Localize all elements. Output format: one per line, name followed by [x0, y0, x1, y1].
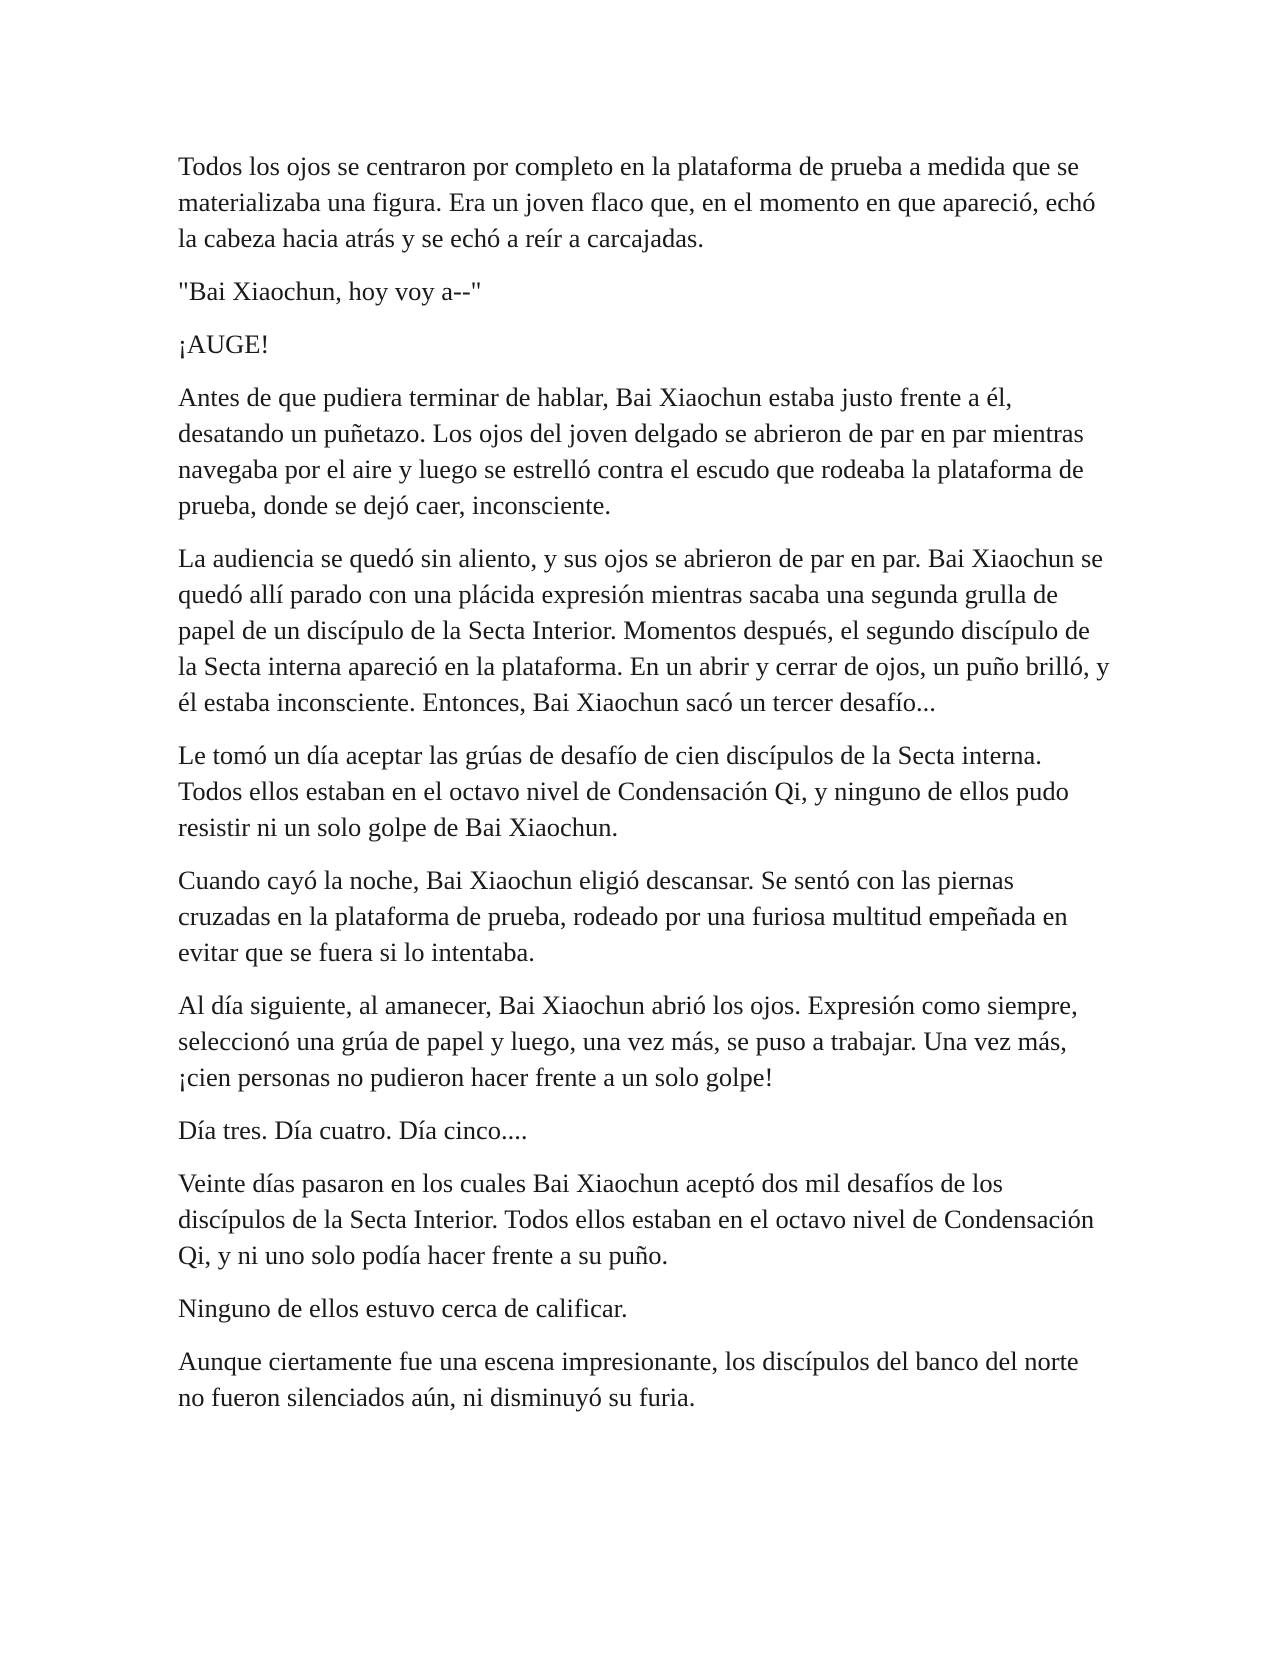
paragraph: Ninguno de ellos estuvo cerca de calificar. — [178, 1293, 628, 1323]
paragraph: Antes de que pudiera terminar de hablar, Bai Xiaochun estaba justo frente a él, desatando un puñetazo. Los ojos del joven delgado se abrieron de par en par mientras navegaba por el aire y luego se estrelló contra el escudo que rodeaba la plataforma de prueba, donde se dejó caer, inconsciente. — [178, 382, 1084, 520]
paragraph: Día tres. Día cuatro. Día cinco.... — [178, 1115, 528, 1145]
paragraph: Aunque ciertamente fue una escena impresionante, los discípulos del banco del norte no fueron silenciados aún, ni disminuyó su furia. — [178, 1346, 1079, 1412]
paragraph: Veinte días pasaron en los cuales Bai Xiaochun aceptó dos mil desafíos de los discípulos de la Secta Interior. Todos ellos estaban en el octavo nivel de Condensación Qi, y ni uno solo podía hacer frente a su puño. — [178, 1168, 1095, 1270]
paragraph: La audiencia se quedó sin aliento, y sus ojos se abrieron de par en par. Bai Xiaochun se quedó allí parado con una plácida expresión mientras sacaba una segunda grulla de papel de un discípulo de la Secta Interior. Momentos después, el segundo discípulo de la Secta interna apareció en la plataforma. En un abrir y cerrar de ojos, un puño brilló, y él estaba inconsciente. Entonces, Bai Xiaochun sacó un tercer desafío... — [178, 543, 1110, 717]
paragraph: Al día siguiente, al amanecer, Bai Xiaochun abrió los ojos. Expresión como siempre, seleccionó una grúa de papel y luego, una vez más, se puso a trabajar. Una vez más, ¡cien personas no pudieron hacer frente a un solo golpe! — [178, 990, 1078, 1092]
paragraph: Todos los ojos se centraron por completo en la plataforma de prueba a medida que se materializaba una figura. Era un joven flaco que, en el momento en que apareció, echó la cabeza hacia atrás y se echó a reír a carcajadas. — [178, 151, 1096, 253]
document-body — [178, 148, 1110, 1432]
paragraph: Cuando cayó la noche, Bai Xiaochun eligió descansar. Se sentó con las piernas cruzadas en la plataforma de prueba, rodeado por una furiosa multitud empeñada en evitar que se fuera si lo intentaba. — [178, 865, 1068, 967]
paragraph: ¡AUGE! — [178, 329, 270, 359]
paragraph: "Bai Xiaochun, hoy voy a--" — [178, 276, 482, 306]
paragraph: Le tomó un día aceptar las grúas de desafío de cien discípulos de la Secta interna. Todos ellos estaban en el octavo nivel de Condensación Qi, y ninguno de ellos pudo resistir ni un solo golpe de Bai Xiaochun. — [178, 740, 1069, 842]
